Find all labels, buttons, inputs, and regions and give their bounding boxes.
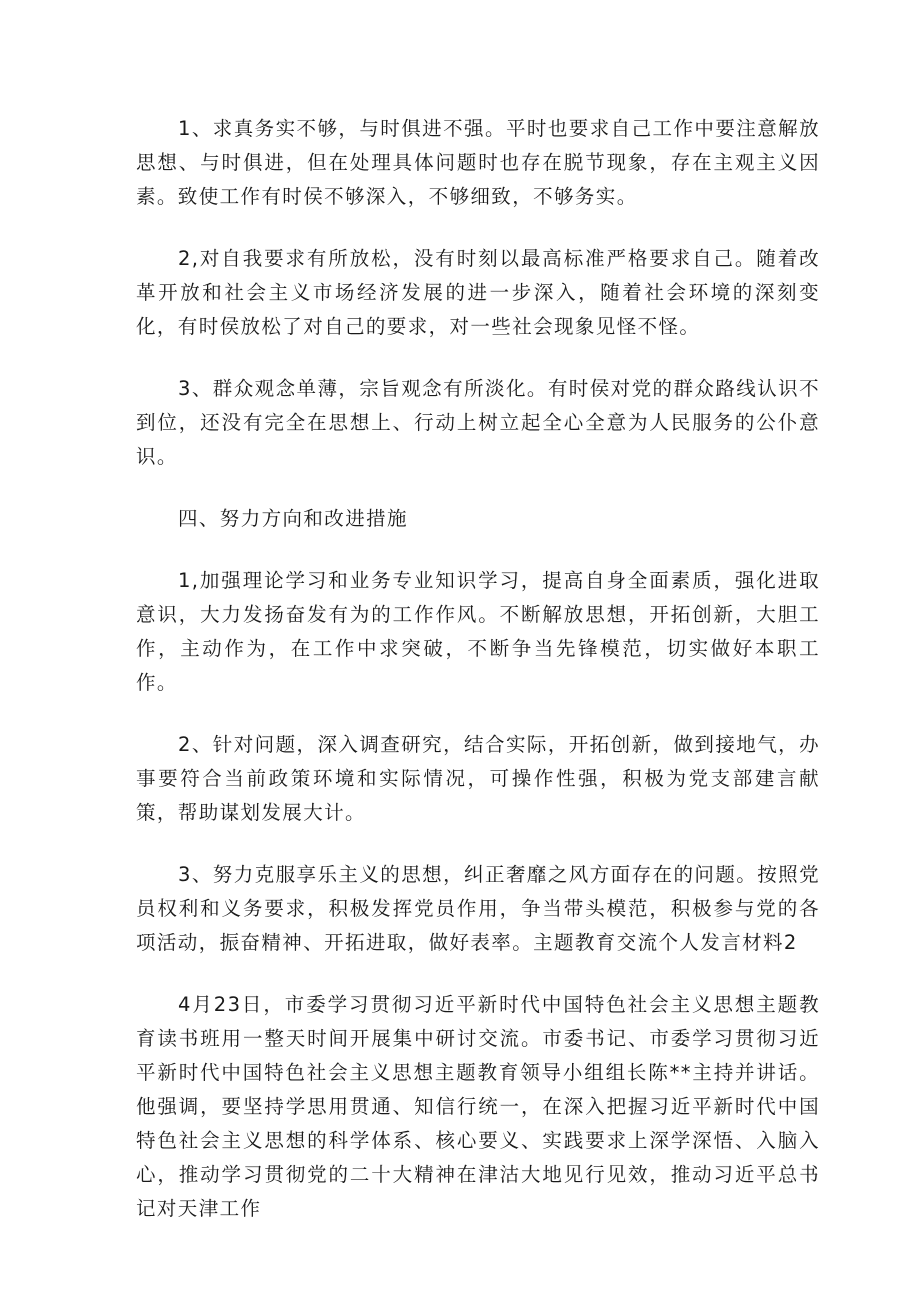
paragraph-report: 4月23日，市委学习贯彻习近平新时代中国特色社会主义思想主题教育读书班用一整天时间开展集中研讨交流。市委书记、市委学习贯彻习近平新时代中国特色社会主义思想主题教育领导小组组长陈**主持并讲话。他强调，要坚持学思用贯通、知信行统一，在深入把握习近平新时代中国特色社会主义思想的科学体系、核心要义、实践要求上深学深悟、入脑入心，推动学习贯彻党的二十大精神在津沽大地见行见效，推动习近平总书记对天津工作 [136,993,820,1220]
paragraph-measure-3: 3、努力克服享乐主义的思想，纠正奢靡之风方面存在的问题。按照党员权利和义务要求，积极发挥党员作用，争当带头模范，积极参与党的各项活动，振奋精神、开拓进取，做好表率。主题教育交流个人发言材料2 [136,863,820,954]
section-heading: 四、努力方向和改进措施 [178,507,408,530]
paragraph-measure-1: 1,加强理论学习和业务专业知识学习，提高自身全面素质，强化进取意识，大力发扬奋发有为的工作作风。不断解放思想，开拓创新，大胆工作，主动作为，在工作中求突破，不断争当先锋模范，切实做好本职工作。 [136,569,820,694]
paragraph-measure-2: 2、针对问题，深入调查研究，结合实际，开拓创新，做到接地气，办事要符合当前政策环境和实际情况，可操作性强，积极为党支部建言献策，帮助谋划发展大计。 [136,733,820,824]
paragraph-problem-3: 3、群众观念单薄，宗旨观念有所淡化。有时侯对党的群众路线认识不到位，还没有完全在思想上、行动上树立起全心全意为人民服务的公仆意识。 [136,377,820,468]
paragraph-problem-2: 2,对自我要求有所放松，没有时刻以最高标准严格要求自己。随着改革开放和社会主义市场经济发展的进一步深入，随着社会环境的深刻变化，有时侯放松了对自己的要求，对一些社会现象见怪不怪。 [136,247,820,338]
paragraph-problem-1: 1、求真务实不够，与时俱进不强。平时也要求自己工作中要注意解放思想、与时俱进，但在处理具体问题时也存在脱节现象，存在主观主义因素。致使工作有时侯不够深入，不够细致，不够务实。 [136,117,820,208]
